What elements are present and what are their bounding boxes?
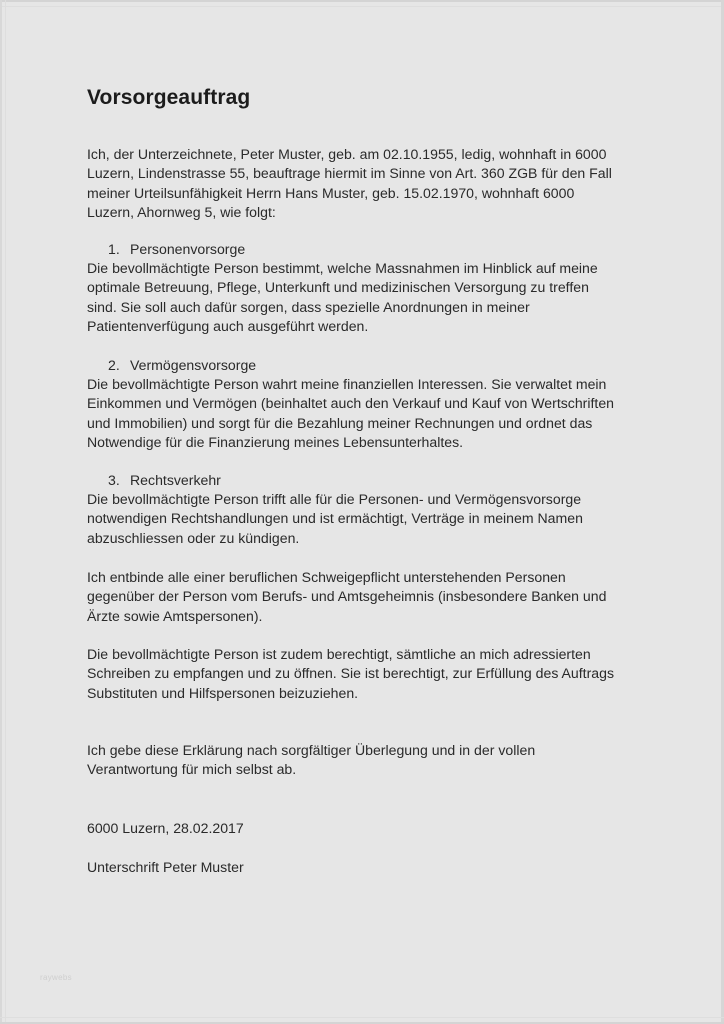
declaration-paragraph: [87, 741, 647, 780]
section-heading-rechtsverkehr: [108, 471, 221, 490]
watermark: raywebs: [40, 973, 72, 982]
section-paragraph-vermoegensvorsorge: [87, 375, 647, 453]
text-line: Die bevollmächtigte Person wahrt meine finanziellen Interessen. Sie verwaltet mein: [87, 376, 607, 392]
page-border-left-inner: [5, 0, 6, 1024]
text-line: Die bevollmächtigte Person bestimmt, welche Massnahmen im Hinblick auf meine: [87, 260, 598, 276]
text-line: Ärzte sowie Amtspersonen).: [87, 607, 263, 624]
section-paragraph-personenvorsorge: [87, 259, 647, 337]
text-line: Notwendige für die Finanzierung meines Lebensunterhaltes.: [87, 434, 464, 451]
text-line: Ich gebe diese Erklärung nach sorgfältiger Überlegung und in der vollen: [87, 742, 536, 758]
page-border-bottom-inner: [0, 1017, 724, 1018]
list-number: 1.: [108, 241, 120, 257]
text-line: abzuschliessen oder zu kündigen.: [87, 529, 300, 546]
text-line: Die bevollmächtigte Person ist zudem berechtigt, sämtliche an mich adressierten: [87, 646, 591, 662]
text-line: optimale Betreuung, Pflege, Unterkunft und medizinischen Versorgung zu treffen: [87, 279, 589, 296]
authority-paragraph: [87, 645, 647, 703]
text-line: Patientenverfügung auch ausgeführt werden.: [87, 318, 369, 335]
page-border-top-inner: [0, 6, 724, 7]
text-line: Luzern, Ahornweg 5, wie folgt:: [87, 204, 276, 221]
signature-text: Unterschrift Peter Muster: [87, 859, 244, 875]
place-date-text: 6000 Luzern, 28.02.2017: [87, 820, 244, 836]
text-line: sind. Sie soll auch dafür sorgen, dass spezielle Anordnungen in meiner: [87, 298, 530, 315]
text-line: Luzern, Lindenstrasse 55, beauftrage hiermit im Sinne von Art. 360 ZGB für den Fall: [87, 165, 612, 182]
confidentiality-paragraph: [87, 568, 647, 626]
text-line: meiner Urteilsunfähigkeit Herrn Hans Muster, geb. 15.02.1970, wohnhaft 6000: [87, 184, 575, 201]
text-line: Die bevollmächtigte Person trifft alle für die Personen- und Vermögensvorsorge: [87, 491, 582, 507]
page-border-left: [0, 0, 2, 1024]
place-date: [87, 819, 647, 838]
intro-paragraph: [87, 145, 647, 223]
text-line: notwendigen Rechtshandlungen und ist ermächtigt, Verträge in meinem Namen: [87, 510, 583, 527]
signature-line: [87, 858, 647, 877]
section-heading-label: Vermögensvorsorge: [130, 357, 257, 373]
text-line: Verantwortung für mich selbst ab.: [87, 761, 297, 778]
section-heading-vermoegensvorsorge: [108, 356, 256, 375]
text-line: Ich, der Unterzeichnete, Peter Muster, geb. am 02.10.1955, ledig, wohnhaft in 6000: [87, 146, 607, 162]
list-number: 3.: [108, 472, 120, 488]
list-number: 2.: [108, 357, 120, 373]
text-line: Einkommen und Vermögen (beinhaltet auch den Verkauf und Kauf von Wertschriften: [87, 395, 615, 412]
document-title: Vorsorgeauftrag: [87, 86, 251, 109]
text-line: Schreiben zu empfangen und zu öffnen. Sie ist berechtigt, zur Erfüllung des Auftrags: [87, 665, 615, 682]
text-line: Ich entbinde alle einer beruflichen Schweigepflicht unterstehenden Personen: [87, 569, 566, 585]
text-line: gegenüber der Person vom Berufs- und Amtsgeheimnis (insbesondere Banken und: [87, 588, 607, 605]
text-line: und Immobilien) und sorgt für die Bezahlung meiner Rechnungen und ordnet das: [87, 414, 593, 431]
section-heading-label: Personenvorsorge: [130, 241, 246, 257]
section-paragraph-rechtsverkehr: [87, 490, 647, 548]
text-line: Substituten und Hilfspersonen beizuziehen.: [87, 684, 359, 701]
page-border-top: [0, 0, 724, 2]
section-heading-label: Rechtsverkehr: [130, 472, 221, 488]
section-heading-personenvorsorge: [108, 240, 245, 259]
